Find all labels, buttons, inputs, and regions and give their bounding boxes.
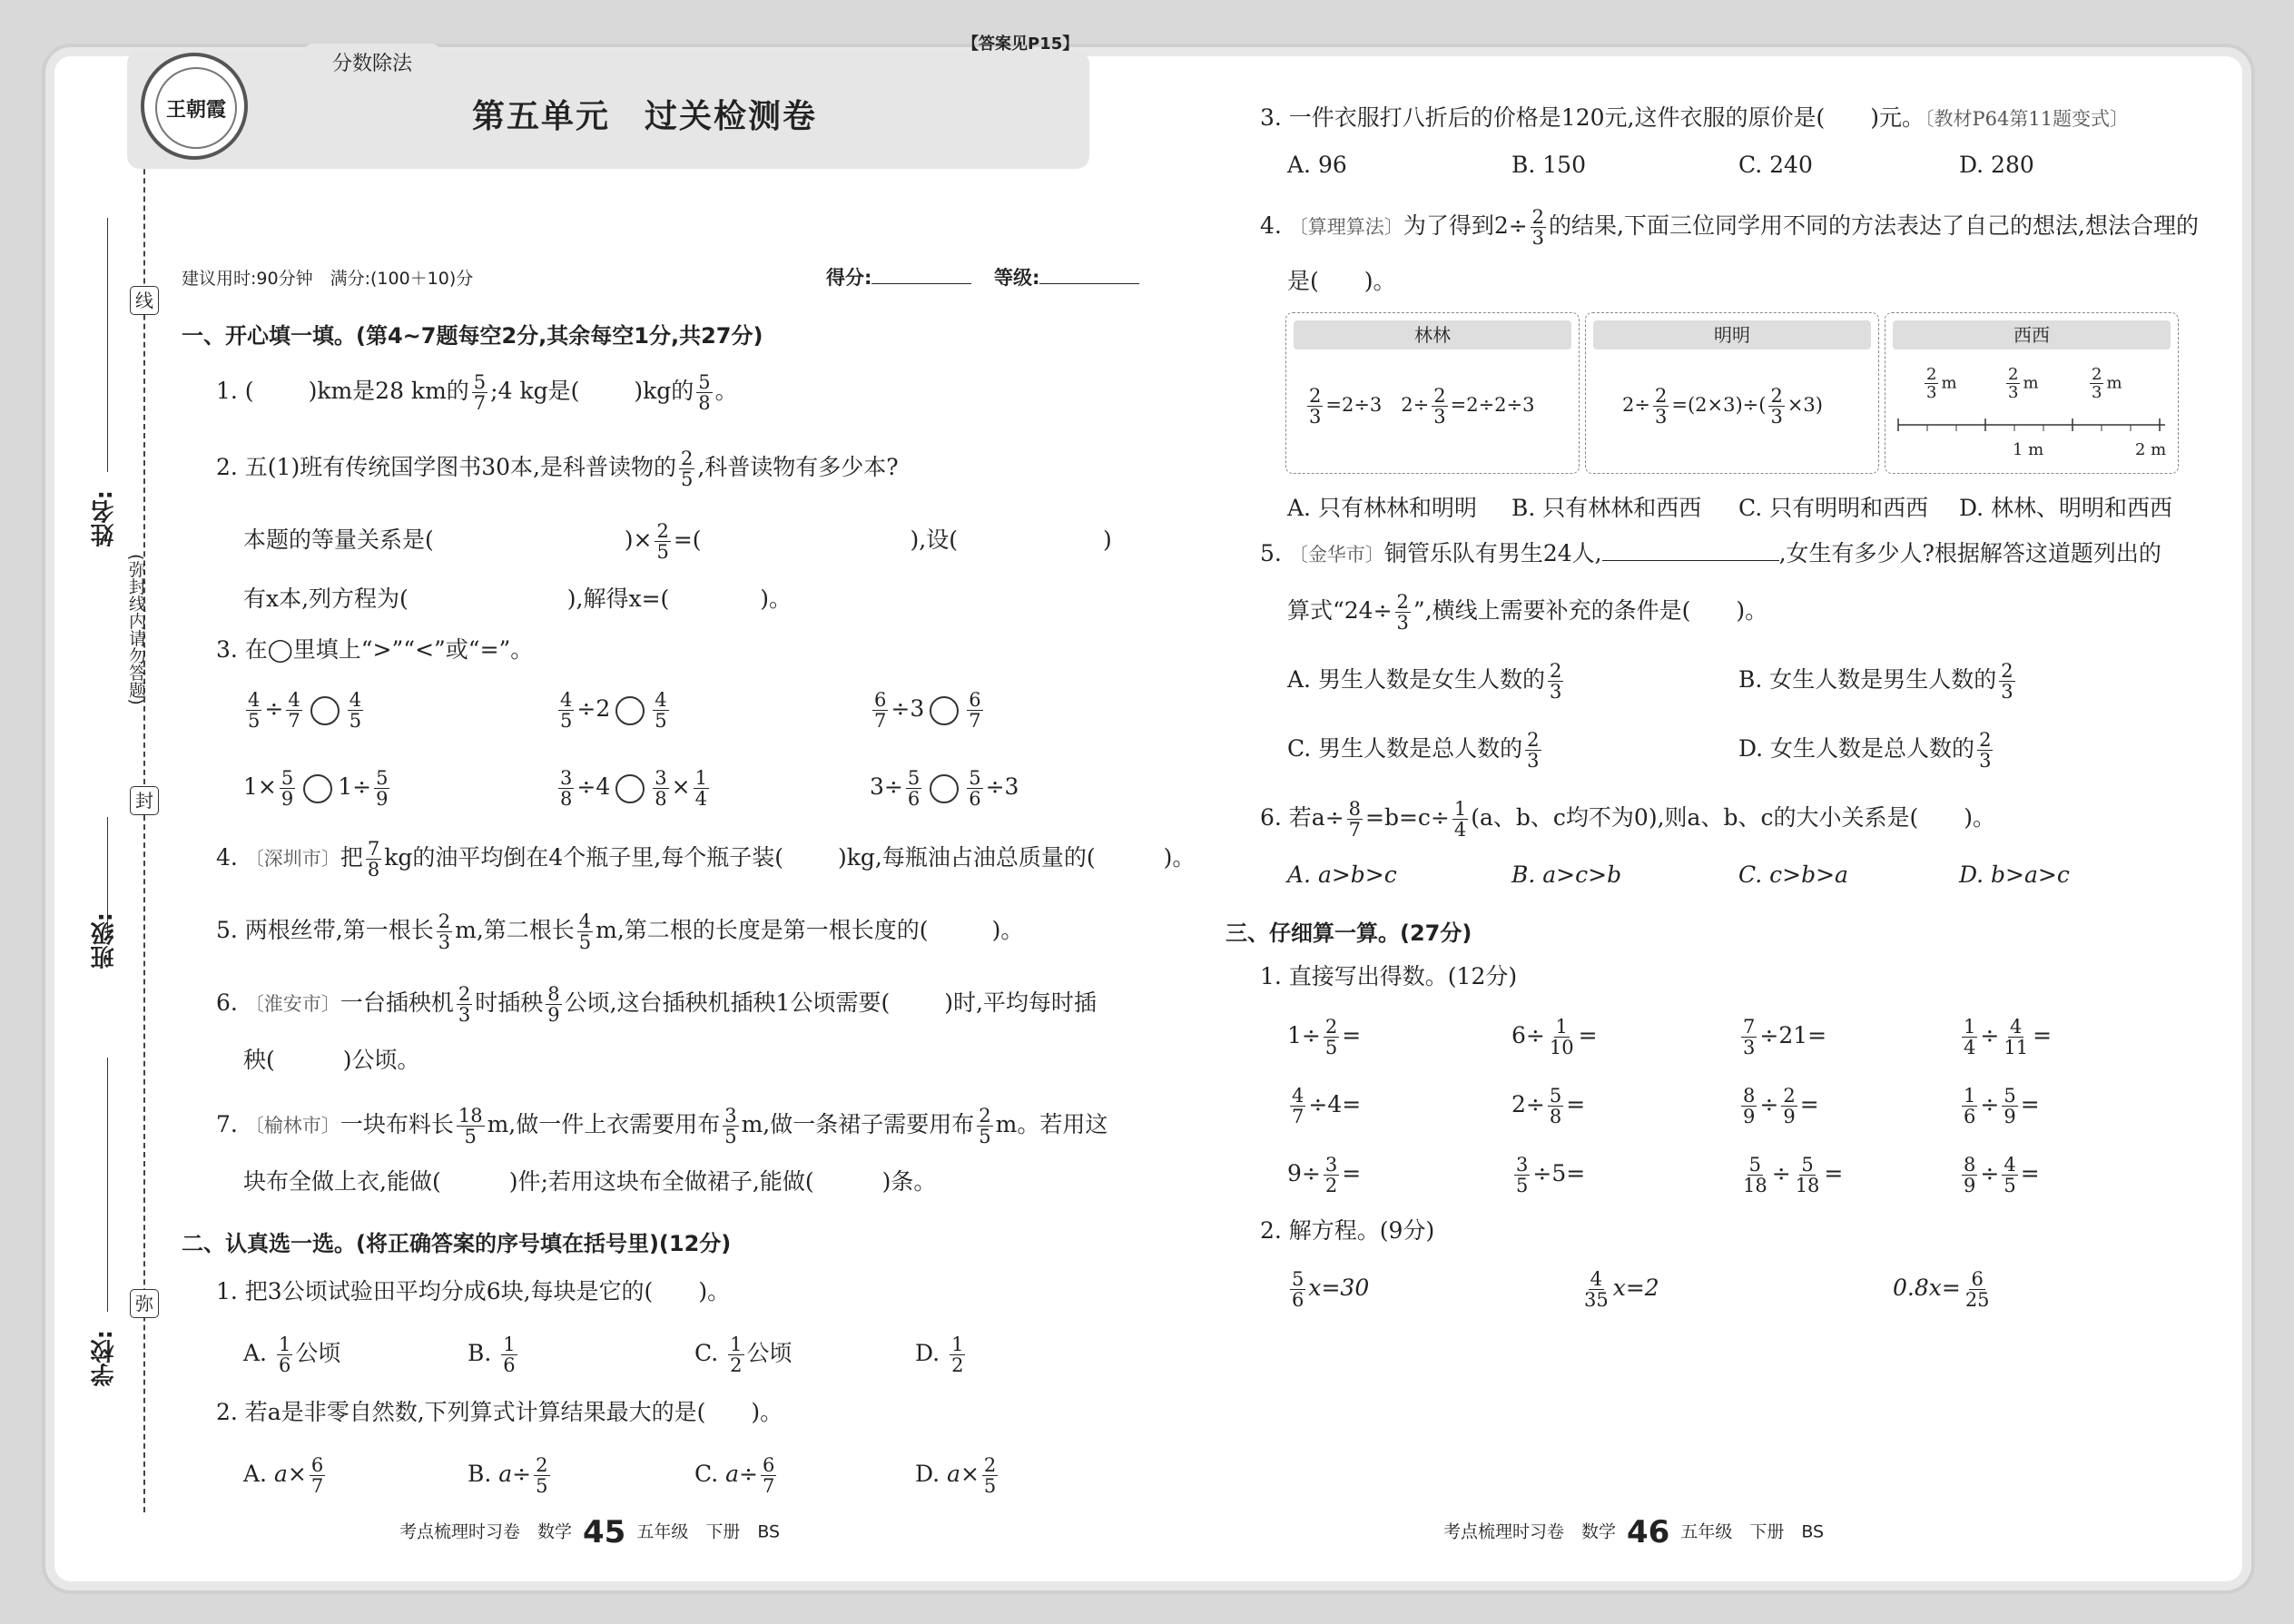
grade-label: 等级: xyxy=(994,267,1040,289)
s2-q6-opt-b: B. a>c>b xyxy=(1511,861,1622,888)
s2-q4-opt-b: B. 只有林林和西西 xyxy=(1511,495,1702,521)
calc-item: $\frac{5}{18}$ ÷ $\frac{5}{18}$ = xyxy=(1743,1154,1844,1196)
linlin-expr: $\frac{2}{3}$ =2÷3 2÷ $\frac{2}{3}$ =2÷2÷3 xyxy=(1309,385,1535,428)
xixi-seg-2: $\frac{2}{3}$ m xyxy=(2008,365,2039,402)
s2-q5-opt-b: B. 女生人数是男生人数的 $\frac{2}{3}$ xyxy=(1738,660,2013,703)
s1-q3-item-2: $\frac{4}{5}$ ÷2 $\frac{4}{5}$ xyxy=(560,689,667,732)
s1-q3-item-1: $\frac{4}{5}$ ÷ $\frac{4}{7}$ $\frac{4}{5}$ xyxy=(248,689,362,732)
score-label: 得分: xyxy=(826,267,872,289)
calc-item: 2÷ $\frac{5}{8}$ = xyxy=(1511,1085,1586,1127)
s1-q3-item-3: $\frac{6}{7}$ ÷3 $\frac{6}{7}$ xyxy=(874,689,981,732)
calc-item: $\frac{7}{3}$ ÷21= xyxy=(1743,1016,1827,1058)
calc-item: 9÷ $\frac{3}{2}$ = xyxy=(1287,1154,1362,1196)
equation-item: $\frac{4}{35}$ x=2 xyxy=(1584,1268,1659,1311)
compare-circle[interactable] xyxy=(930,696,959,725)
s2-q4-line2: 是( )。 xyxy=(1287,268,1396,294)
s1-q5: 5. 两根丝带,第一根长 $\frac{2}{3}$ m,第二根长 $\frac{4}{5}$ m,第二根的长度是第一根长度的( )。 xyxy=(216,910,1024,953)
s2-q1-opt-d: D. $\frac{1}{2}$ xyxy=(915,1334,964,1376)
s2-q1-opt-a: A. $\frac{1}{6}$ 公顷 xyxy=(243,1334,341,1376)
s2-q2-opt-c: C. a÷ $\frac{6}{7}$ xyxy=(694,1454,775,1497)
s2-q6-opt-d: D. b>a>c xyxy=(1959,861,2070,888)
xixi-seg-3: $\frac{2}{3}$ m xyxy=(2092,365,2122,402)
brand-text: 王朝霞 xyxy=(155,67,237,149)
s1-q3: 3. 在◯里填上“>”“<”或“=”。 xyxy=(216,636,534,663)
calc-item: $\frac{8}{9}$ ÷ $\frac{2}{9}$ = xyxy=(1743,1085,1819,1127)
method-box-mingming xyxy=(1585,312,1879,474)
box-head-xixi: 西西 xyxy=(1893,320,2171,349)
calc-item: $\frac{8}{9}$ ÷ $\frac{4}{5}$ = xyxy=(1964,1154,2040,1196)
s2-q5: 5. 〔金华市〕铜管乐队有男生24人, ,女生有多少人?根据解答这道题列出的 xyxy=(1260,540,2161,566)
binding-note: (弥封线内请勿答题) xyxy=(126,554,146,705)
s2-q2-opt-b: B. a÷ $\frac{2}{5}$ xyxy=(468,1454,548,1497)
s1-q6: 6. 〔淮安市〕一台插秧机 $\frac{2}{3}$ 时插秧 $\frac{8}{9}$ 公顷,这台插秧机插秧1公顷需要( )时,平均每时插 xyxy=(216,983,1097,1026)
compare-circle[interactable] xyxy=(303,774,332,803)
equation-item: $\frac{5}{6}$ x=30 xyxy=(1292,1268,1370,1311)
s3-q1: 1. 直接写出得数。(12分) xyxy=(1260,963,1518,989)
name-line xyxy=(107,218,108,472)
box-head-mingming: 明明 xyxy=(1593,320,1871,349)
method-box-xixi xyxy=(1885,312,2179,474)
line-mark: 线 xyxy=(130,286,159,315)
s1-q3-item-4: 1× $\frac{5}{9}$ 1÷ $\frac{5}{9}$ xyxy=(243,767,389,810)
answer-reference: 【答案见P15】 xyxy=(962,34,1079,54)
s2-q5-line2: 算式“24÷ $\frac{2}{3}$ ”,横线上需要补充的条件是( )。 xyxy=(1287,591,1768,634)
s2-q5-opt-c: C. 男生人数是总人数的 $\frac{2}{3}$ xyxy=(1287,729,1540,772)
s1-q2: 2. 五(1)班有传统国学图书30本,是科普读物的 $\frac{2}{5}$ ,科普读物有多少本? xyxy=(216,448,899,490)
school-line xyxy=(107,1058,108,1312)
s1-q6-line2: 秧( )公顷。 xyxy=(243,1047,420,1073)
calc-item: $\frac{3}{5}$ ÷5= xyxy=(1516,1154,1586,1196)
s2-q3-opt-b: B. 150 xyxy=(1511,152,1586,178)
secret-mark: 弥 xyxy=(130,1289,159,1318)
s2-q6-opt-a: A. a>b>c xyxy=(1287,861,1397,888)
compare-circle[interactable] xyxy=(310,696,340,725)
s1-q1: 1. ( )km是28 km的 $\frac{5}{7}$ ;4 kg是( )kg的 $\frac{5}{8}$ 。 xyxy=(216,371,738,414)
s2-q5-opt-a: A. 男生人数是女生人数的 $\frac{2}{3}$ xyxy=(1287,660,1562,703)
page-title: 第五单元 过关检测卷 xyxy=(472,98,818,135)
mingming-expr: 2÷ $\frac{2}{3}$ =(2×3)÷( $\frac{2}{3}$ ×3) xyxy=(1622,385,1823,428)
s2-q3-opt-c: C. 240 xyxy=(1738,152,1813,178)
section-2-title: 二、认真选一选。(将正确答案的序号填在括号里)(12分) xyxy=(182,1231,732,1256)
s2-q3: 3. 一件衣服打八折后的价格是120元,这件衣服的原价是( )元。〔教材P64第11题变式〕 xyxy=(1260,104,2130,131)
s1-q3-item-5: $\frac{3}{8}$ ÷4 $\frac{3}{8}$ × $\frac{1}{4}$ xyxy=(560,767,707,810)
s2-q6-opt-c: C. c>b>a xyxy=(1738,861,1848,888)
calc-item: 1÷ $\frac{2}{5}$ = xyxy=(1287,1016,1362,1058)
s2-q4-opt-a: A. 只有林林和明明 xyxy=(1287,495,1477,521)
xixi-label-1m: 1 m xyxy=(2013,440,2044,459)
s1-q3-item-6: 3÷ $\frac{5}{6}$ $\frac{5}{6}$ ÷3 xyxy=(870,767,1019,810)
s2-q1-opt-b: B. $\frac{1}{6}$ xyxy=(468,1334,516,1376)
calc-item: 6÷ $\frac{1}{10}$ = xyxy=(1511,1016,1598,1058)
footer-left: 考点梳理时习卷 数学 45 五年级 下册 BS xyxy=(399,1514,781,1550)
s1-q7: 7. 〔榆林市〕一块布料长 $\frac{18}{5}$ m,做一件上衣需要用布 $\frac{3}{5}$ m,做一条裙子需要用布 $\frac{2}{5}$ m。若用这 xyxy=(216,1105,1108,1147)
s3-q2: 2. 解方程。(9分) xyxy=(1260,1217,1435,1244)
s2-q1: 1. 把3公顷试验田平均分成6块,每块是它的( )。 xyxy=(216,1278,731,1304)
method-box-linlin xyxy=(1285,312,1580,474)
xixi-seg-1: $\frac{2}{3}$ m xyxy=(1926,365,1957,402)
s1-q4: 4. 〔深圳市〕把 $\frac{7}{8}$ kg的油平均倒在4个瓶子里,每个瓶子装( )kg,每瓶油占油总质量的( )。 xyxy=(216,838,1196,881)
subject-tab: 分数除法 xyxy=(304,44,440,85)
xixi-label-2m: 2 m xyxy=(2135,440,2167,459)
equation-item: 0.8x= $\frac{6}{25}$ xyxy=(1893,1268,1990,1311)
footer-right: 考点梳理时习卷 数学 46 五年级 下册 BS xyxy=(1443,1514,1825,1550)
s2-q3-opt-d: D. 280 xyxy=(1959,152,2034,178)
s1-q2-relation: 本题的等量关系是( )× $\frac{2}{5}$ =( ),设( ) xyxy=(243,520,1112,563)
s2-q4: 4. 〔算理算法〕为了得到2÷ $\frac{2}{3}$ 的结果,下面三位同学用不同的方法表达了自己的想法,想法合理的 xyxy=(1260,206,2199,249)
school-label: 学校: xyxy=(91,1330,118,1387)
seal-mark: 封 xyxy=(130,786,159,815)
name-label: 姓名: xyxy=(91,490,118,547)
calc-item: $\frac{1}{6}$ ÷ $\frac{5}{9}$ = xyxy=(1964,1085,2040,1127)
calc-item: $\frac{4}{7}$ ÷4= xyxy=(1292,1085,1362,1127)
box-head-linlin: 林林 xyxy=(1294,320,1571,349)
s2-q5-opt-d: D. 女生人数是总人数的 $\frac{2}{3}$ xyxy=(1738,729,1992,772)
grade-field xyxy=(994,263,1139,290)
s2-q2-opt-d: D. a× $\frac{2}{5}$ xyxy=(915,1454,997,1497)
section-1-title: 一、开心填一填。(第4~7题每空2分,其余每空1分,共27分) xyxy=(182,323,763,349)
s1-q7-line2: 块布全做上衣,能做( )件;若用这块布全做裙子,能做( )条。 xyxy=(243,1168,937,1195)
brand-logo xyxy=(141,53,248,160)
compare-circle[interactable] xyxy=(615,774,645,803)
s2-q3-opt-a: A. 96 xyxy=(1287,152,1347,178)
s2-q2: 2. 若a是非零自然数,下列算式计算结果最大的是( )。 xyxy=(216,1399,783,1425)
class-label: 班级: xyxy=(91,912,118,969)
s2-q2-opt-a: A. a× $\frac{6}{7}$ xyxy=(243,1454,324,1497)
s2-q6: 6. 若a÷ $\frac{8}{7}$ =b=c÷ $\frac{1}{4}$ (a、b、c均不为0),则a、b、c的大小关系是( )。 xyxy=(1260,798,1995,841)
compare-circle[interactable] xyxy=(930,774,959,803)
section-3-title: 三、仔细算一算。(27分) xyxy=(1226,920,1472,946)
s1-q2-equation: 有x本,列方程为( ),解得x=( )。 xyxy=(243,586,793,612)
compare-circle[interactable] xyxy=(615,696,645,725)
exam-time: 建议用时:90分钟 满分:(100＋10)分 xyxy=(182,269,474,289)
calc-item: $\frac{1}{4}$ ÷ $\frac{4}{11}$ = xyxy=(1964,1016,2053,1058)
s2-q4-opt-c: C. 只有明明和西西 xyxy=(1738,495,1929,521)
s2-q1-opt-c: C. $\frac{1}{2}$ 公顷 xyxy=(694,1334,793,1376)
s2-q4-opt-d: D. 林林、明明和西西 xyxy=(1959,495,2173,521)
score-field xyxy=(826,263,971,290)
